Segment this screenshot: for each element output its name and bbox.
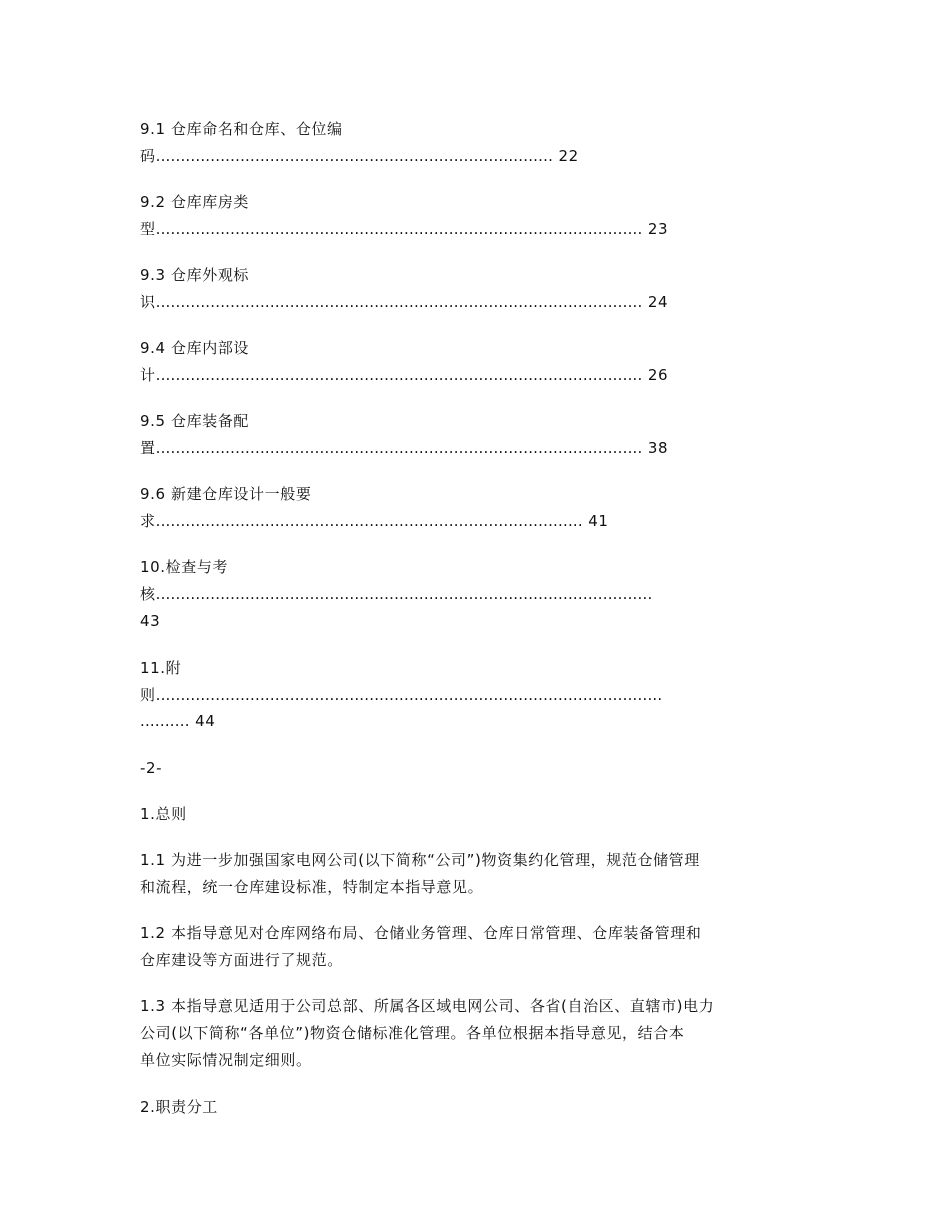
paragraph-line: 公司(以下简称“各单位”)物资仓储标准化管理。各单位根据本指导意见，结合本 (140, 1024, 685, 1042)
toc-entry-cont: 识 (140, 293, 156, 311)
toc-leader-dots: ................................................................................ (155, 147, 554, 165)
toc-entry-title: 9.4 仓库内部设 (140, 339, 250, 357)
toc-entry-title: 9.3 仓库外观标 (140, 266, 250, 284)
toc-entry-title: 10.检查与考 (140, 558, 229, 576)
toc-page-number: 44 (195, 712, 216, 730)
toc-page-number: 24 (647, 293, 669, 311)
toc-entry-line (140, 711, 215, 731)
toc-entry-title: 9.5 仓库装备配 (140, 412, 250, 430)
toc-leader-dots: ...................................................................................... (155, 512, 583, 530)
toc-page-number: 41 (588, 512, 609, 530)
toc-leader-dots: .................................................................................................. (155, 220, 643, 238)
toc-entry-line (140, 292, 668, 312)
toc-leader-dots: .......... (140, 712, 190, 730)
toc-leader-dots: .................................................................................................. (155, 366, 643, 384)
toc-page-number: 43 (140, 612, 161, 630)
paragraph-line: 单位实际情况制定细则。 (140, 1051, 312, 1069)
paragraph-line: 1.2 本指导意见对仓库网络布局、仓储业务管理、仓库日常管理、仓库装备管理和 (140, 924, 702, 942)
paragraph-line: 1.1 为进一步加强国家电网公司(以下简称“公司”)物资集约化管理，规范仓储管理 (140, 851, 700, 869)
toc-entry-line (140, 438, 668, 458)
toc-entry-cont: 则 (140, 686, 156, 704)
toc-entry-cont: 核 (140, 585, 156, 603)
toc-entry-line (140, 219, 668, 239)
toc-entry-title: 9.1 仓库命名和仓库、仓位编 (140, 120, 343, 138)
toc-entry-title: 9.2 仓库库房类 (140, 193, 250, 211)
toc-entry-cont: 型 (140, 220, 156, 238)
toc-entry-line (140, 146, 579, 166)
toc-page-number: 22 (558, 147, 579, 165)
toc-leader-dots: ...................................................................................................... (155, 686, 663, 704)
toc-entry-cont: 计 (140, 366, 156, 384)
toc-entry-line (140, 685, 662, 705)
toc-entry-cont: 求 (140, 512, 156, 530)
section-heading: 2.职责分工 (140, 1098, 218, 1116)
toc-entry-line (140, 365, 668, 385)
toc-leader-dots: .................................................................................................. (155, 293, 643, 311)
paragraph-line: 和流程，统一仓库建设标准，特制定本指导意见。 (140, 878, 484, 896)
toc-page-number: 26 (647, 366, 669, 384)
toc-entry-cont: 置 (140, 439, 156, 457)
toc-entry-line (140, 511, 609, 531)
toc-entry-line (140, 584, 652, 604)
toc-leader-dots: .................................................................................................. (155, 439, 643, 457)
toc-page-number: 23 (647, 220, 669, 238)
toc-entry-title: 11.附 (140, 659, 182, 677)
toc-entry-cont: 码 (140, 147, 156, 165)
toc-page-number: 38 (647, 439, 669, 457)
section-heading: 1.总则 (140, 805, 187, 823)
page-number: -2- (140, 759, 163, 777)
paragraph-line: 1.3 本指导意见适用于公司总部、所属各区域电网公司、各省(自治区、直辖市)电力 (140, 997, 715, 1015)
toc-entry-title: 9.6 新建仓库设计一般要 (140, 485, 312, 503)
toc-leader-dots: .................................................................................................... (155, 585, 653, 603)
paragraph-line: 仓库建设等方面进行了规范。 (140, 951, 343, 969)
